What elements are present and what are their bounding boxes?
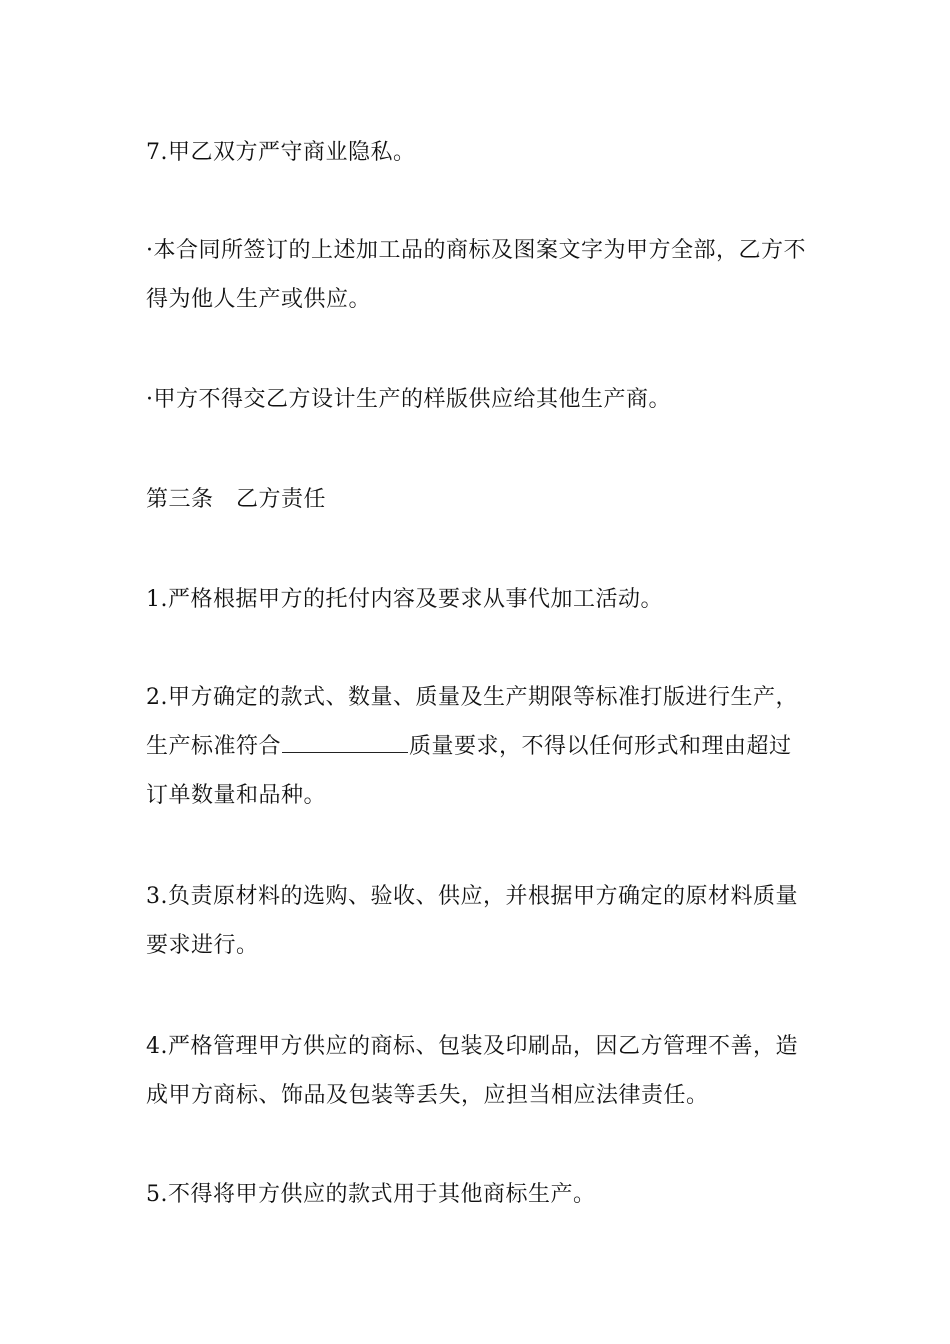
clause-5-style-usage: 5.不得将甲方供应的款式用于其他商标生产。 — [146, 1182, 596, 1207]
clause-1-processing: 1.严格根据甲方的托付内容及要求从事代加工活动。 — [146, 587, 663, 612]
article-3-heading: 第三条 乙方责任 — [146, 487, 327, 512]
bullet-trademark-ownership: ·本合同所签订的上述加工品的商标及图案文字为甲方全部，乙方不得为他人生产或供应。 — [146, 238, 806, 312]
clause-2-text-part2: 质量要求，不得以任何形式和理由超过订单数量和品种。 — [146, 734, 792, 808]
clause-4-trademark-management: 4.严格管理甲方供应的商标、包装及印刷品，因乙方管理不善，造成甲方商标、饰品及包装等丢失，应担当相应法律责任。 — [146, 1034, 798, 1108]
bullet-sample-restriction: ·甲方不得交乙方设计生产的样版供应给其他生产商。 — [146, 387, 671, 412]
clause-2-text-part1: 2.甲方确定的款式、数量、质量及生产期限等标准打版进行生产，生产标准符合 — [146, 685, 798, 759]
clause-2-production-standard — [146, 673, 811, 820]
clause-7-confidentiality: 7.甲乙双方严守商业隐私。 — [146, 140, 416, 165]
clause-3-materials: 3.负责原材料的选购、验收、供应，并根据甲方确定的原材料质量要求进行。 — [146, 884, 798, 958]
fill-in-blank — [282, 752, 408, 753]
